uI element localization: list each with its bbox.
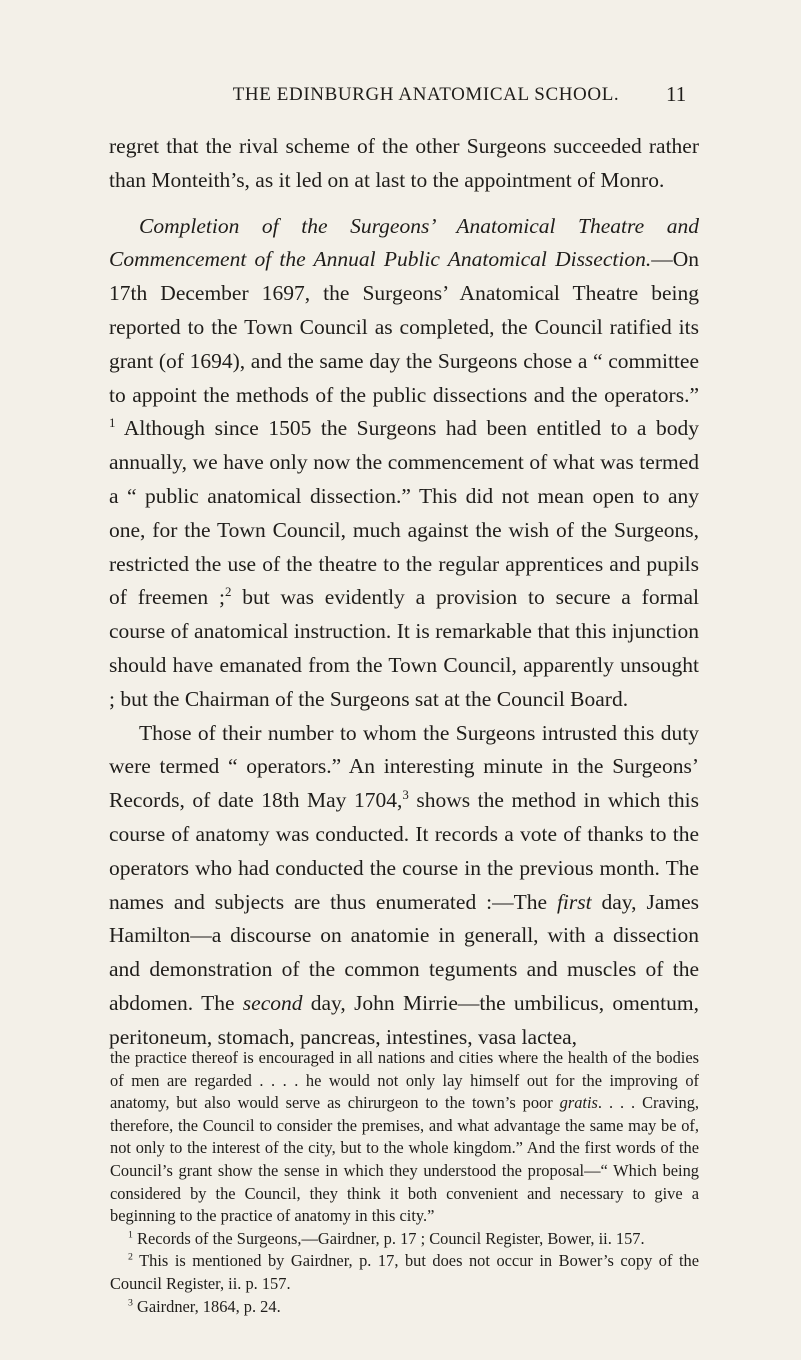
paragraph-text: Although since 1505 the Surgeons had been entitled to a body annually, we have only now the commencement of what was termed a “ public anatomical dissection.” This did not mean open to any one, for the Town Council, much against the wish of the Surgeons, restricted the use of the theatre to the regular apprentices and pupils of freemen ; xyxy=(109,416,699,610)
paragraph-theatre xyxy=(109,210,699,717)
emphasis-gratis: gratis xyxy=(559,1093,598,1113)
paragraph-text: day, James Hamilton—a discourse on anatomie in generall, with a dissection and demonstration of the common teguments and muscles of the abdomen. The xyxy=(109,889,699,1015)
footnote-mark-1: 1 xyxy=(128,1229,133,1241)
footnote-text: This is mentioned by Gairdner, p. 17, but does not occur in Bower’s copy of the Council Register, ii. p. 157. xyxy=(110,1251,699,1293)
footnote-text: . . . . Craving, therefore, the Council to consider the premises, and what advantage the same may be of, not only to the interest of the city, but to the whole kingdom.” And the first words of the Council’s grant show the sense in which they understood the proposal—“ Which being considered by the Council, they think it both convenient and necessary to give a beginning to the practice of anatomy in this city.” xyxy=(110,1093,699,1226)
running-title: THE EDINBURGH ANATOMICAL SCHOOL. xyxy=(232,84,620,105)
footnotes xyxy=(110,1047,699,1318)
footnote-3 xyxy=(110,1296,699,1319)
paragraph-operators xyxy=(109,717,699,1055)
emphasis-second: second xyxy=(242,990,303,1015)
footnote-text: the practice thereof is encouraged in all nations and cities where the health of the bodies of men are regarded . . . . he would not only lay himself out for the improving of anatomy, but also would serve as chirurgeon to the town’s poor xyxy=(110,1048,699,1113)
paragraph-text: day, John Mirrie—the umbilicus, omentum, peritoneum, stomach, pancreas, intestines, vasa lactea, xyxy=(109,990,699,1049)
footnote-text: Records of the Surgeons,—Gairdner, p. 17 ; Council Register, Bower, ii. 157. xyxy=(132,1228,645,1248)
footnote-mark-2: 2 xyxy=(128,1251,133,1263)
section-heading: Completion of the Surgeons’ Anatomical Theatre and Commencement of the Annual Public Anatomical Dissection. xyxy=(109,213,699,272)
footnote-ref-1[interactable]: 1 xyxy=(109,416,116,431)
footnote-ref-3[interactable]: 3 xyxy=(402,787,409,802)
footnote-ref-2[interactable]: 2 xyxy=(224,585,232,600)
footnote-1 xyxy=(110,1228,699,1251)
emphasis-first: first xyxy=(556,889,592,914)
paragraph-text: but was evidently a provision to secure a formal course of anatomical instruction. It is remarkable that this injunction should have emanated from the Town Council, apparently unsought ; but the Chairman of the Surgeons sat at the Council Board. xyxy=(109,585,699,711)
footnote-continuation xyxy=(110,1047,699,1228)
page-number: 11 xyxy=(666,82,687,106)
paragraph-text: —On 17th December 1697, the Surgeons’ Anatomical Theatre being reported to the Town Council as completed, the Council ratified its grant (of 1694), and the same day the Surgeons chose a “ committee to appoint the methods of the public dissections and the operators.” xyxy=(109,247,699,407)
paragraph-continuation: regret that the rival scheme of the other Surgeons succeeded rather than Monteith’s, as it led on at last to the appointment of Monro. xyxy=(109,134,699,192)
footnote-2 xyxy=(110,1250,699,1295)
footnote-text: Gairdner, 1864, p. 24. xyxy=(132,1296,281,1316)
paragraph-text: Those of their number to whom the Surgeons intrusted this duty were termed “ operators.” An interesting minute in the Surgeons’ Records, of date 18th May 1704, xyxy=(109,720,699,813)
footnote-mark-3: 3 xyxy=(128,1297,133,1309)
paragraph-text: shows the method in which this course of anatomy was conducted. It records a vote of thanks to the operators who had conducted the course in the previous month. The names and subjects are thus enumerated :—The xyxy=(109,788,699,914)
main-text xyxy=(109,130,699,1055)
